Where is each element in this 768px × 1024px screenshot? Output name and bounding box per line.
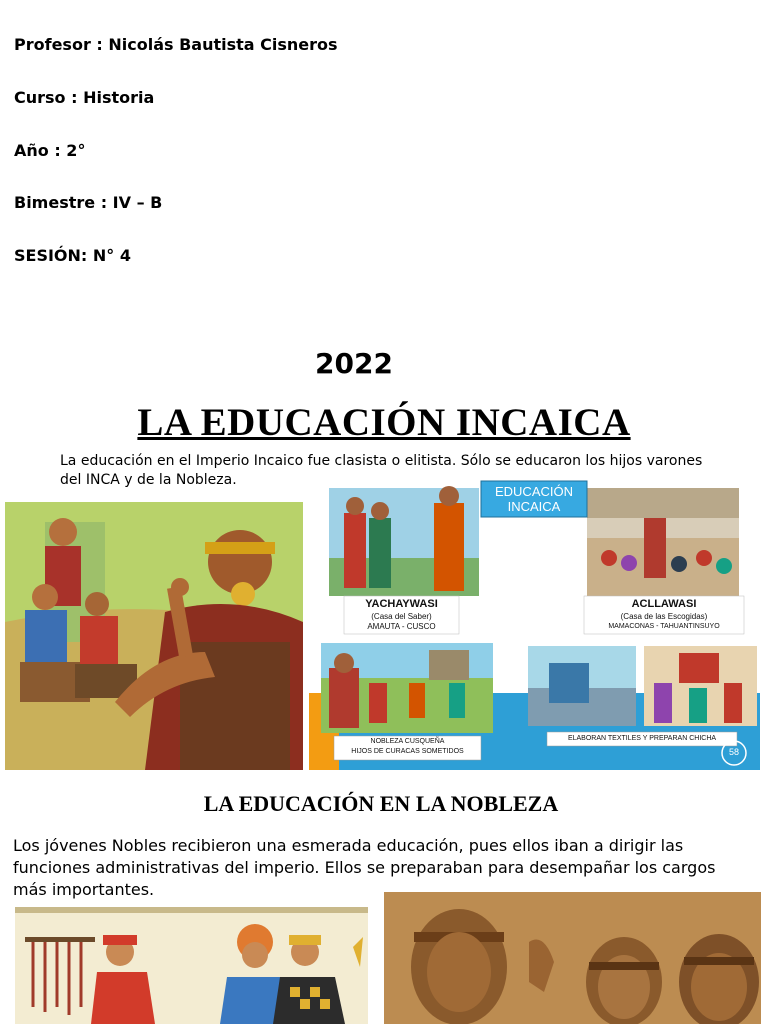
section-title: LA EDUCACIÓN EN LA NOBLEZA <box>203 791 559 816</box>
bimestre-line: Bimestre : IV – B <box>14 193 163 212</box>
year-heading: 2022 <box>315 347 393 380</box>
page-title: LA EDUCACIÓN INCAICA <box>137 401 631 444</box>
section-paragraph: Los jóvenes Nobles recibieron una esmerada educación, pues ellos iban a dirigir las funciones administrativas del imperio. Ellos se preparaban para desempañar los cargos más importantes. <box>13 836 716 899</box>
nobles-sepia-illustration <box>384 892 761 1024</box>
acllawasi-detail: MAMACONAS - TAHUANTINSUYO <box>608 623 720 630</box>
textiles-caption: ELABORAN TEXTILES Y PREPARAN CHICHA <box>567 735 717 742</box>
yachaywasi-sub: (Casa del Saber) <box>371 612 432 621</box>
nobleza-caption-2: HIJOS DE CURACAS SOMETIDOS <box>351 748 464 755</box>
profesor-line: Profesor : Nicolás Bautista Cisneros <box>14 35 338 54</box>
acllawasi-title: ACLLAWASI <box>631 598 697 610</box>
badge-line1: EDUCACIÓN <box>494 484 573 499</box>
amauta-teaching-illustration <box>5 502 303 770</box>
curso-line: Curso : Historia <box>14 88 155 107</box>
sesion-line: SESIÓN: N° 4 <box>14 246 131 265</box>
nobles-quipu-illustration <box>15 907 368 1024</box>
nobleza-caption-1: NOBLEZA CUSQUEÑA <box>370 738 445 745</box>
badge-line2: INCAICA <box>507 499 561 514</box>
intro-text: La educación en el Imperio Incaico fue clasista o elitista. Sólo se educaron los hijos varones del INCA y de la Nobleza. <box>60 453 703 488</box>
yachaywasi-detail: AMAUTA - CUSCO <box>367 622 436 631</box>
yachaywasi-title: YACHAYWASI <box>365 598 438 610</box>
page-number: 58 <box>728 747 739 757</box>
educacion-incaica-infographic <box>309 478 760 770</box>
acllawasi-sub: (Casa de las Escogidas) <box>620 612 708 621</box>
anio-line: Año : 2° <box>14 141 86 160</box>
